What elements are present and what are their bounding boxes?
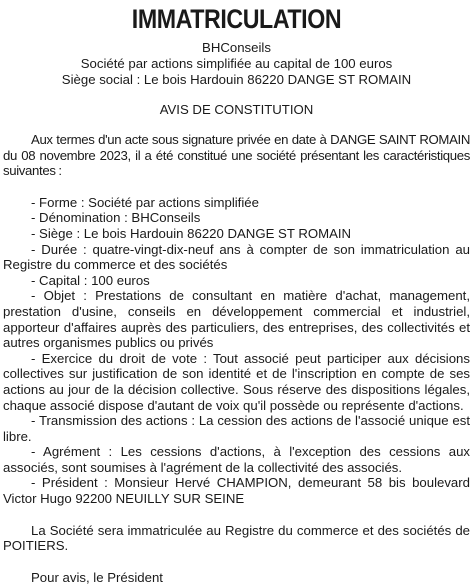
- company-form: Société par actions simplifiée au capital de 100 euros: [80, 56, 393, 71]
- signature-line: Pour avis, le Président: [31, 569, 163, 585]
- list-item: - Agrément : Les cessions d'actions, à l'exception des cessions aux associés, sont soumises à l'agrément de la collectivité des associés.: [3, 444, 470, 475]
- list-item: - Siège : Le bois Hardouin 86220 DANGE ST ROMAIN: [31, 225, 352, 241]
- company-name: BHConseils: [202, 40, 271, 55]
- list-item: - Forme : Société par actions simplifiée: [31, 194, 259, 210]
- closing-paragraph: La Société sera immatriculée au Registre du commerce et des sociétés de POITIERS.: [3, 522, 470, 554]
- head-office: Siège social : Le bois Hardouin 86220 DANGE ST ROMAIN: [61, 72, 412, 87]
- notice-title: IMMATRICULATION: [131, 4, 342, 34]
- list-item: - Transmission des actions : La cession des actions de l'associé unique est libre.: [3, 413, 470, 444]
- list-item: - Dénomination : BHConseils: [31, 210, 201, 226]
- notice-heading: AVIS DE CONSTITUTION: [159, 102, 314, 117]
- list-item: - Président : Monsieur Hervé CHAMPION, demeurant 58 bis boulevard Victor Hugo 92200 NEUILLY SUR SEINE: [3, 475, 470, 507]
- list-item: - Exercice du droit de vote : Tout associé peut participer aux décisions collectives sur justification de son identité et de l'inscription en compte de ses actions au jour de la décision collective. Sous réserve des dispositions légales, chaque associé dispose d'autant de voix qu'il possède ou représente d'actions.: [3, 350, 470, 413]
- characteristics-list: [3, 195, 470, 507]
- intro-paragraph: Aux termes d'un acte sous signature privée en date à DANGE SAINT ROMAIN du 08 novembre 2023, il a été constitué une société présentant les caractéristiques suivantes :: [3, 132, 470, 179]
- list-item: - Objet : Prestations de consultant en matière d'achat, management, prestation d'usine, conseils en développement commercial et industriel, apporteur d'affaires auprès des particuliers, des entreprises, des collectivités et autres organismes publics ou privés: [3, 288, 470, 351]
- list-item: - Durée : quatre-vingt-dix-neuf ans à compter de son immatriculation au Registre du commerce et des sociétés: [3, 241, 470, 273]
- list-item: - Capital : 100 euros: [31, 272, 150, 288]
